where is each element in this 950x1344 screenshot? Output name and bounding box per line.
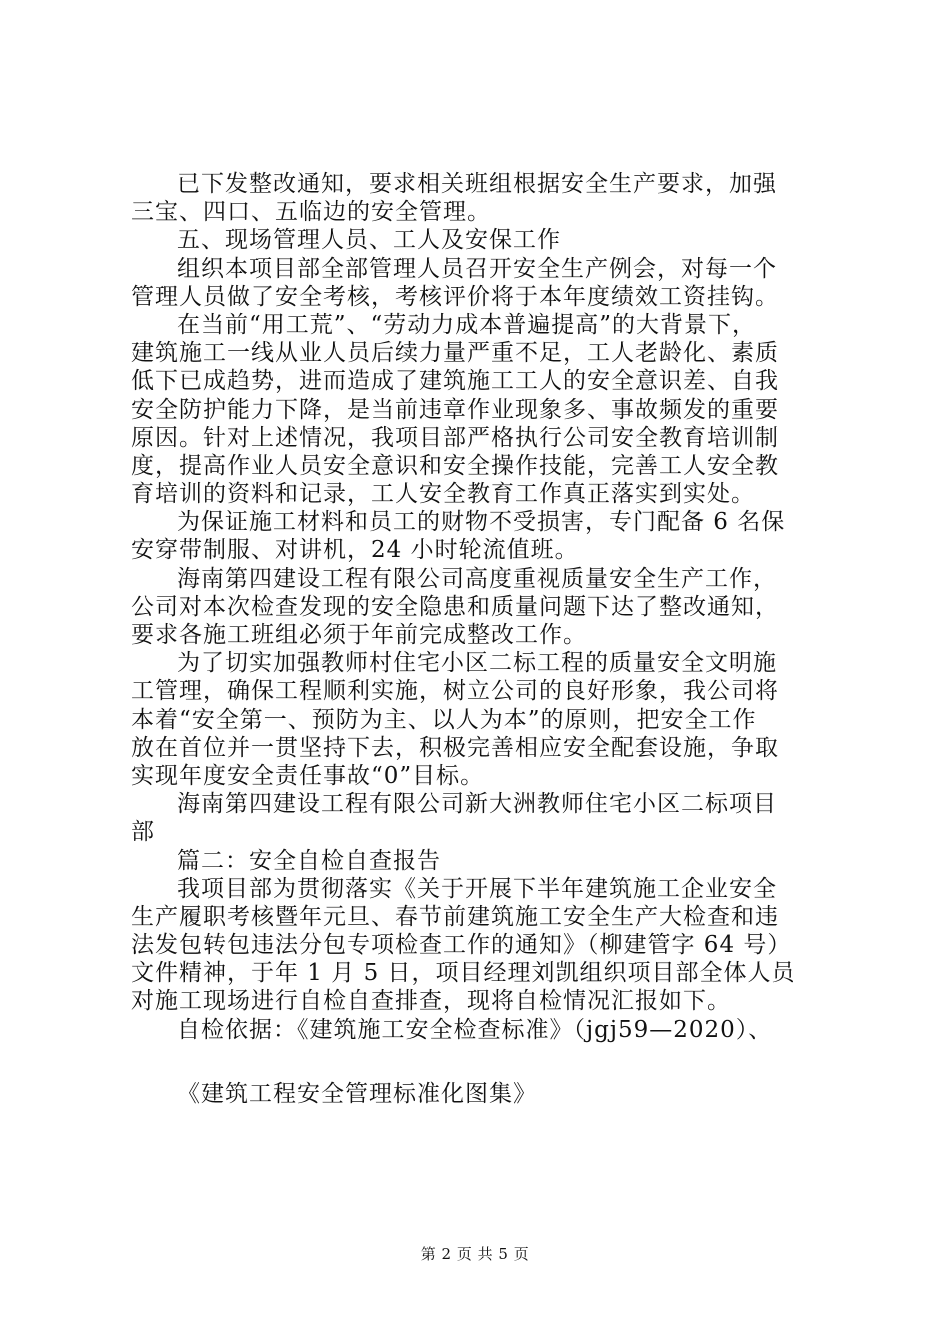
text-line: 实现年度安全责任事故“0”目标。 [131,762,485,789]
document-body [131,170,843,1108]
text-line: 低下已成趋势，进而造成了建筑施工工人的安全意识差、自我 [131,368,779,395]
text-line: 法发包转包违法分包专项检查工作的通知》（柳建管字 64 号） [131,932,792,959]
text-line: 管理人员做了安全考核，考核评价将于本年度绩效工资挂钩。 [131,283,779,310]
text-line: 生产履职考核暨年元旦、春节前建筑施工安全生产大检查和违 [131,903,779,930]
text-line: 工管理，确保工程顺利实施，树立公司的良好形象，我公司将 [131,678,779,705]
text-line: 自检依据：《建筑施工安全检查标准》（jgj59—2020）、 [177,1016,773,1043]
text-line: 对施工现场进行自检自查排查，现将自检情况汇报如下。 [131,988,731,1015]
section-heading: 篇二：安全自检自查报告 [177,847,441,874]
text-line: 为了切实加强教师村住宅小区二标工程的质量安全文明施 [177,650,777,677]
text-line: 放在首位并一贯坚持下去，积极完善相应安全配套设施，争取 [131,734,779,761]
section-heading: 五、现场管理人员、工人及安保工作 [177,227,561,254]
text-line: 已下发整改通知，要求相关班组根据安全生产要求，加强 [177,171,777,197]
text-line: 为保证施工材料和员工的财物不受损害，专门配备 6 名保 [177,509,786,536]
text-line: 组织本项目部全部管理人员召开安全生产例会，对每一个 [177,255,777,282]
page-footer: 第 2 页 共 5 页 [420,1245,530,1263]
text-line: 本着“安全第一、预防为主、以人为本”的原则，把安全工作 [131,706,757,733]
text-line: 我项目部为贯彻落实《关于开展下半年建筑施工企业安全 [177,875,777,902]
text-line: 三宝、四口、五临边的安全管理。 [131,199,491,226]
text-line: 原因。针对上述情况，我项目部严格执行公司安全教育培训制 [131,424,779,451]
text-line: 建筑施工一线从业人员后续力量严重不足，工人老龄化、素质 [131,340,779,367]
text-line: 安全防护能力下降，是当前违章作业现象多、事故频发的重要 [131,396,779,423]
text-line: 海南第四建设工程有限公司高度重视质量安全生产工作， [177,565,777,592]
text-line: 育培训的资料和记录，工人安全教育工作真正落实到实处。 [131,481,755,508]
signature-line: 海南第四建设工程有限公司新大洲教师住宅小区二标项目 [177,791,777,818]
spacer [131,1044,843,1080]
text-line: 安穿带制服、对讲机，24 小时轮流值班。 [131,537,579,564]
text-line: 《建筑工程安全管理标准化图集》 [177,1080,537,1107]
text-line: 要求各施工班组必须于年前完成整改工作。 [131,622,587,648]
text-line: 文件精神，于年 1 月 5 日，项目经理刘凯组织项目部全体人员 [131,960,796,987]
signature-line: 部 [131,819,155,846]
text-line: 度，提高作业人员安全意识和安全操作技能，完善工人安全教 [131,452,779,479]
text-line: 在当前“用工荒”、“劳动力成本普遍提高”的大背景下， [177,311,757,338]
text-line: 公司对本次检查发现的安全隐患和质量问题下达了整改通知， [131,593,779,620]
